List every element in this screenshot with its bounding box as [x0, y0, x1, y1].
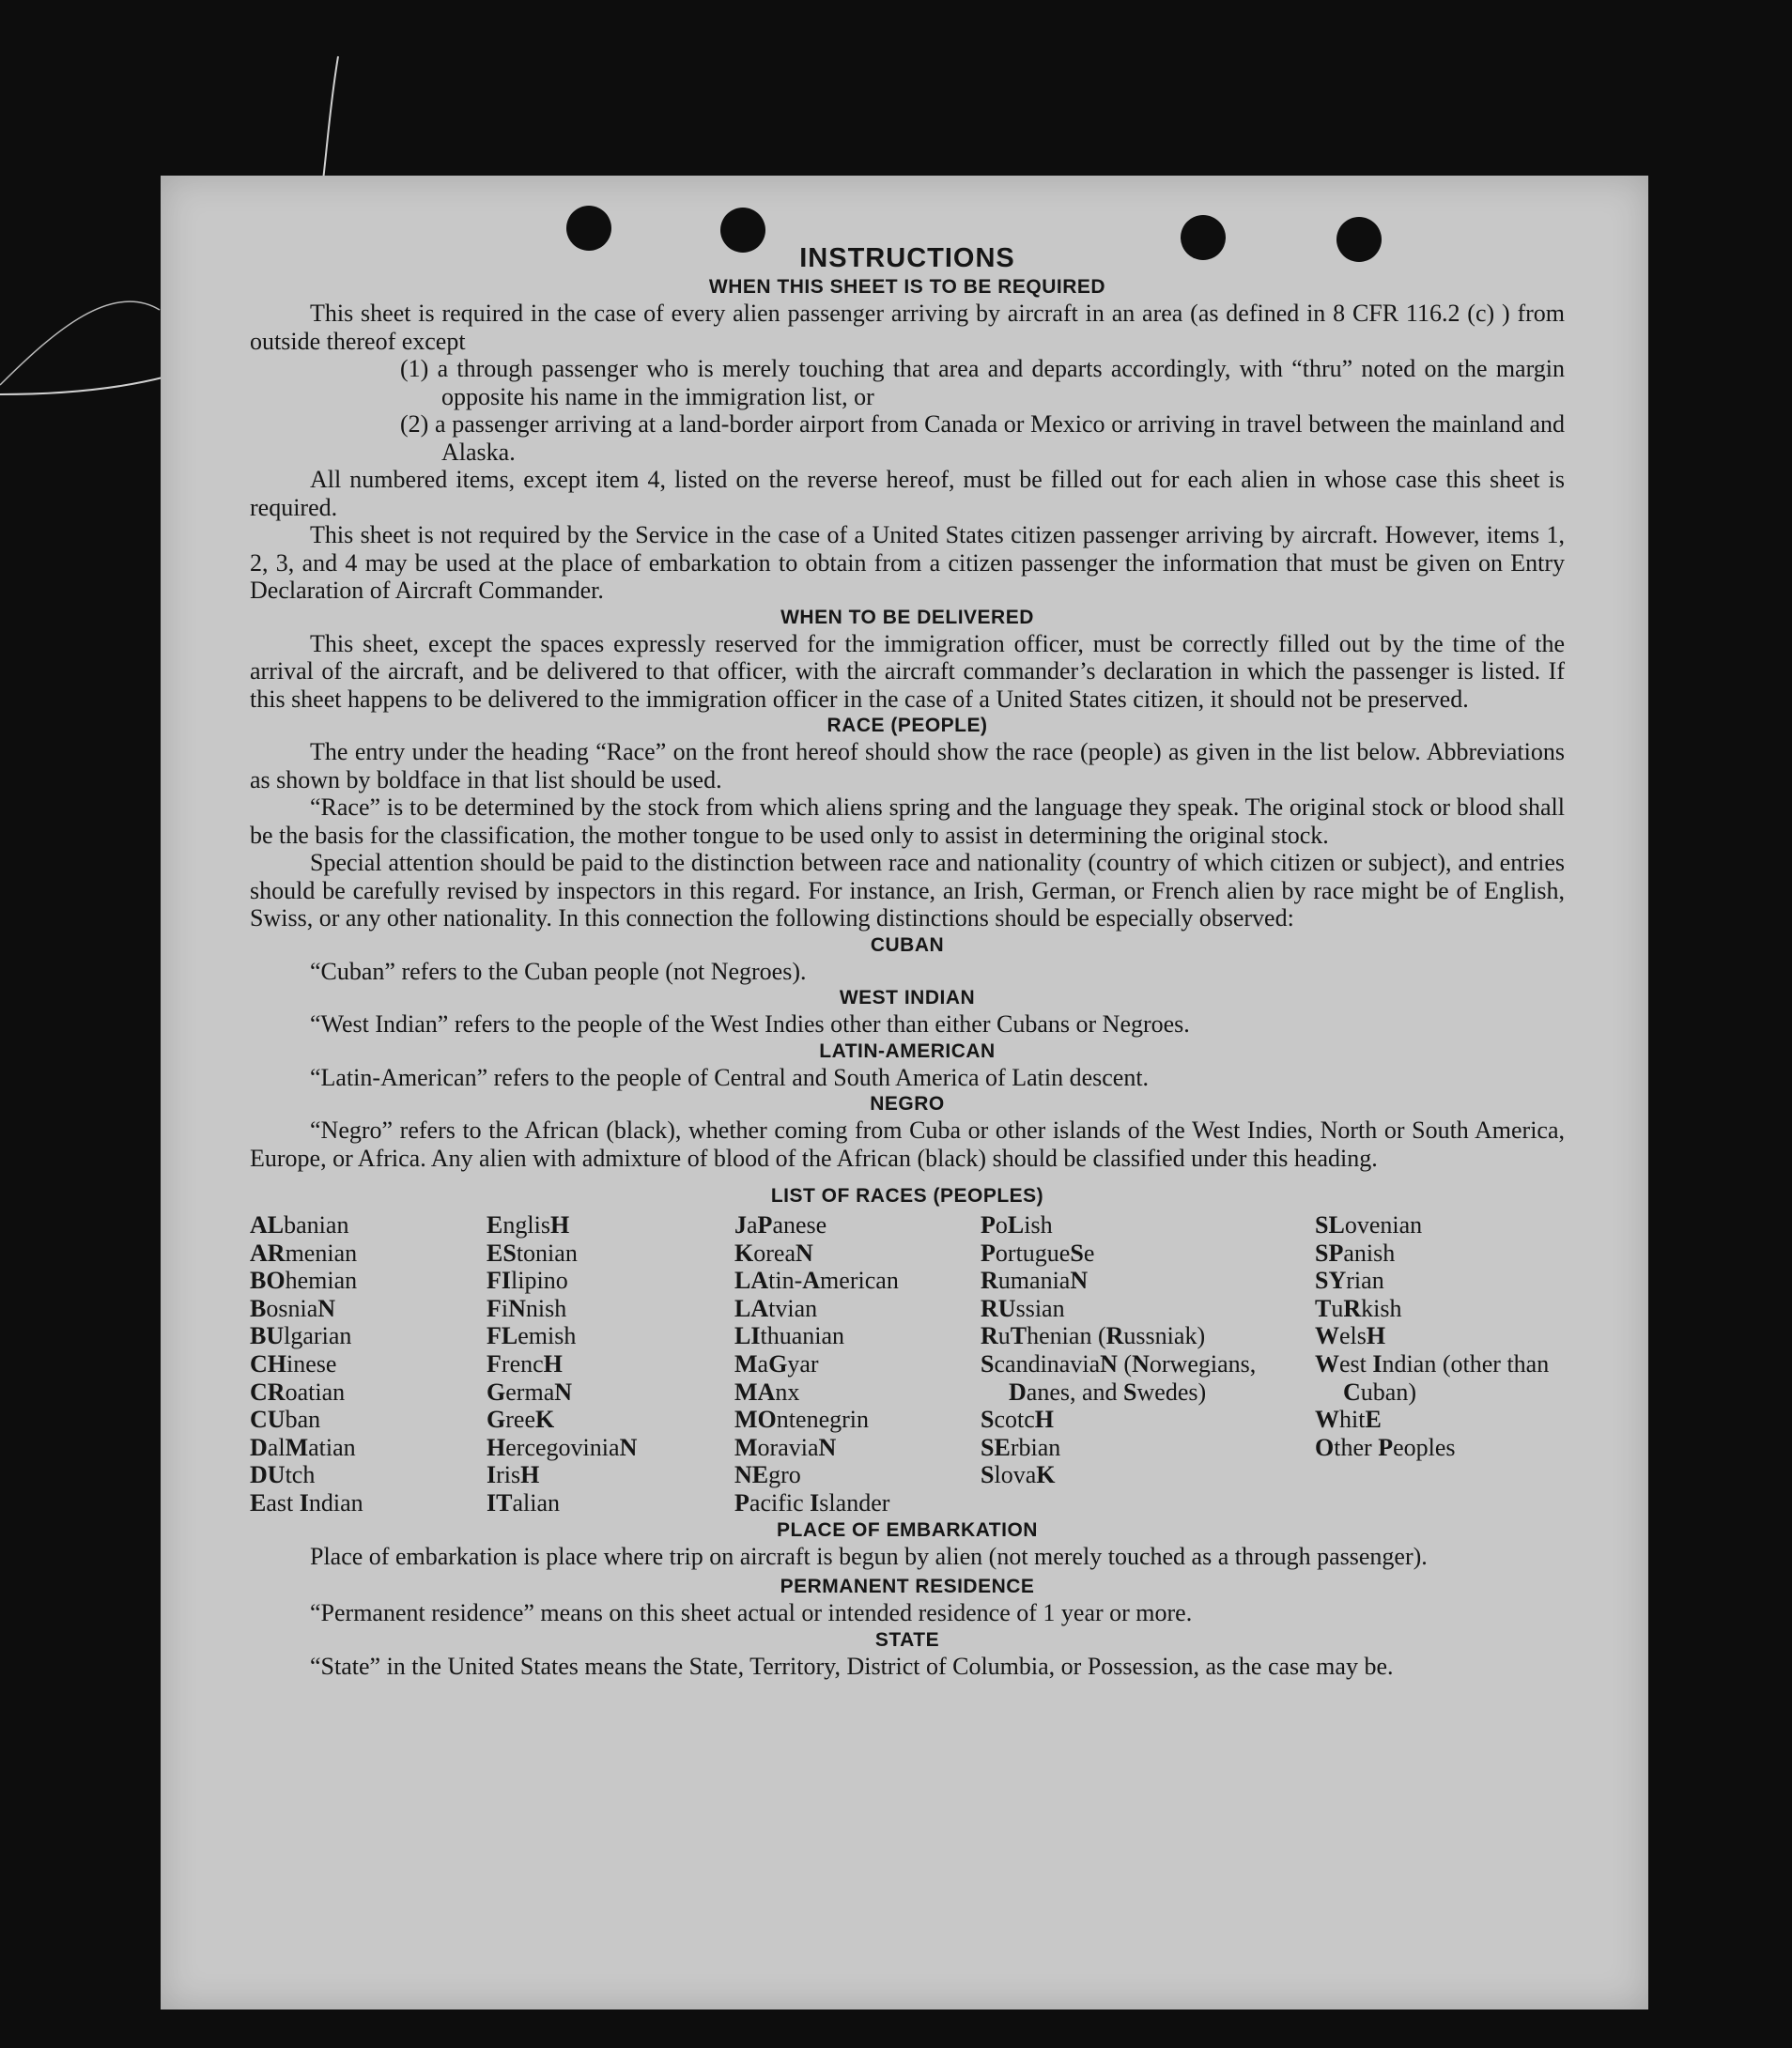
section-heading-negro: NEGRO — [870, 1093, 945, 1115]
race-item: PortugueSe — [981, 1239, 1095, 1267]
race-item: BUlgarian — [250, 1322, 352, 1350]
paragraph: “State” in the United States means the State, Territory, District of Columbia, or Possession, as the case may be. — [310, 1652, 1394, 1680]
race-item: MoraviaN — [734, 1433, 837, 1461]
race-item: SLovenian — [1315, 1211, 1423, 1239]
race-item: FrencH — [487, 1349, 563, 1378]
race-item: Other Peoples — [1315, 1433, 1456, 1461]
list-item: (2) a passenger arriving at a land-border airport from Canada or Mexico or arriving in travel between the mainland and Alaska. — [400, 410, 1565, 466]
race-item: HercegoviniaN — [487, 1433, 638, 1461]
race-item: RuThenian (Russniak) — [981, 1322, 1206, 1350]
section-heading-when-delivered: WHEN TO BE DELIVERED — [780, 606, 1034, 628]
race-item: CUban — [250, 1406, 321, 1434]
paragraph: “Negro” refers to the African (black), whether coming from Cuba or other islands of the West Indies, North or South America, Europe, or Africa. Any alien with admixture of blood of the African (black) should be classified under this heading. — [250, 1116, 1565, 1172]
race-item: RUssian — [981, 1294, 1065, 1322]
race-item: ITalian — [487, 1488, 561, 1517]
race-item: RumaniaN — [981, 1267, 1089, 1295]
paragraph: This sheet, except the spaces expressly reserved for the immigration officer, must be correctly filled out by the time of the arrival of the aircraft, and be delivered to that officer, with the aircraft commander’s declaration in which the passenger is listed. If this sheet happens to be delivered to the immigration officer in the case of a United States citizen, it should not be preserved. — [250, 629, 1565, 713]
paragraph: “Race” is to be determined by the stock from which aliens spring and the language they speak. The original stock or blood shall be the basis for the classification, the mother tongue to be used only to assist in determining the original stock. — [250, 793, 1565, 849]
race-item: FiNnish — [487, 1294, 567, 1322]
list-item: (1) a through passenger who is merely touching that area and departs accordingly, with “thru” noted on the margin opposite his name in the immigration list, or — [400, 355, 1565, 410]
race-item: ALbanian — [250, 1211, 349, 1239]
race-item: PoLish — [981, 1211, 1053, 1239]
instruction-sheet — [161, 176, 1648, 2010]
section-heading-when-required: WHEN THIS SHEET IS TO BE REQUIRED — [708, 276, 1106, 298]
section-heading-west-indian: WEST INDIAN — [839, 987, 976, 1009]
races-column — [1315, 1211, 1565, 1517]
paragraph: Special attention should be paid to the distinction between race and nationality (country of which citizen or subject), and entries should be carefully revised by inspectors in this regard. For instance, an Irish, German, or French alien by race might be of English, Swiss, or any other nationality. In this connection the following distinctions should be especially observed: — [250, 849, 1565, 932]
section-heading-state: STATE — [874, 1628, 940, 1651]
paragraph: “West Indian” refers to the people of the West Indies other than either Cubans or Negroes. — [310, 1010, 1190, 1038]
paragraph: “Permanent residence” means on this sheet actual or intended residence of 1 year or more. — [310, 1599, 1193, 1627]
section-heading-residence: PERMANENT RESIDENCE — [780, 1576, 1035, 1598]
race-item: SYrian — [1315, 1267, 1384, 1295]
paragraph: This sheet is not required by the Service in the case of a United States citizen passenger arriving by aircraft. However, items 1, 2, 3, and 4 may be used at the place of embarkation to obtain from a citizen passenger the information that must be given on Entry Declaration of Aircraft Commander. — [250, 521, 1565, 604]
section-heading-race: RACE (PEOPLE) — [826, 715, 988, 736]
race-item: ScotcH — [981, 1406, 1055, 1434]
race-item: GermaN — [487, 1378, 573, 1406]
race-item: MaGyar — [734, 1349, 819, 1378]
races-column — [981, 1211, 1315, 1517]
race-item: FLemish — [487, 1322, 577, 1350]
race-item: NEgro — [734, 1461, 801, 1489]
race-item: West Indian (other than Cuban) — [1315, 1349, 1550, 1406]
paragraph: The entry under the heading “Race” on the front hereof should show the race (people) as given in the list below. Abbreviations as shown by boldface in that list should be used. — [250, 738, 1565, 793]
race-item: TuRkish — [1315, 1294, 1402, 1322]
race-item: WelsH — [1315, 1322, 1386, 1350]
section-heading-latin-american: LATIN-AMERICAN — [819, 1039, 996, 1062]
race-item: ARmenian — [250, 1239, 358, 1267]
paragraph: All numbered items, except item 4, listed on the reverse hereof, must be filled out for each alien in whose case this sheet is required. — [250, 466, 1565, 521]
race-item: SErbian — [981, 1433, 1061, 1461]
race-item: CHinese — [250, 1349, 337, 1378]
race-item: EStonian — [487, 1239, 578, 1267]
race-item: GreeK — [487, 1406, 555, 1434]
race-item: SlovaK — [981, 1461, 1056, 1489]
races-column — [487, 1211, 734, 1517]
race-item: DUtch — [250, 1461, 316, 1489]
race-item: DalMatian — [250, 1433, 356, 1461]
race-item: CRoatian — [250, 1378, 346, 1406]
races-column — [250, 1211, 487, 1517]
race-item: ScandinaviaN (Norwegians, Danes, and Swedes) — [981, 1349, 1257, 1406]
race-item: SPanish — [1315, 1239, 1396, 1267]
race-item: MOntenegrin — [734, 1406, 870, 1434]
race-item: IrisH — [487, 1461, 540, 1489]
race-item: WhitE — [1315, 1406, 1382, 1434]
paragraph: “Latin-American” refers to the people of Central and South America of Latin descent. — [310, 1063, 1150, 1091]
document-body — [250, 243, 1565, 1680]
section-heading-embarkation: PLACE OF EMBARKATION — [777, 1518, 1038, 1541]
race-item: EnglisH — [487, 1211, 570, 1239]
race-item: East Indian — [250, 1488, 363, 1517]
race-item: BosniaN — [250, 1294, 336, 1322]
race-item: MAnx — [734, 1378, 800, 1406]
race-item: FIlipino — [487, 1267, 568, 1295]
race-item: BOhemian — [250, 1267, 358, 1295]
paragraph: Place of embarkation is place where trip on aircraft is begun by alien (not merely touched as a through passenger). — [310, 1542, 1428, 1570]
paragraph: “Cuban” refers to the Cuban people (not Negroes). — [310, 957, 807, 985]
races-column — [734, 1211, 981, 1517]
document-title: INSTRUCTIONS — [799, 243, 1015, 273]
race-item: Pacific Islander — [734, 1488, 890, 1517]
race-item: KoreaN — [734, 1239, 813, 1267]
race-item: LAtin-American — [734, 1267, 899, 1295]
race-item: LAtvian — [734, 1294, 818, 1322]
section-heading-races-list: LIST OF RACES (PEOPLES) — [770, 1185, 1044, 1207]
section-heading-cuban: CUBAN — [870, 933, 945, 956]
race-item: JaPanese — [734, 1211, 827, 1239]
paragraph: This sheet is required in the case of every alien passenger arriving by aircraft in an area (as defined in 8 CFR 116.2 (c) ) from outside thereof except — [250, 300, 1565, 355]
race-item: LIthuanian — [734, 1322, 845, 1350]
races-list — [250, 1211, 1565, 1517]
